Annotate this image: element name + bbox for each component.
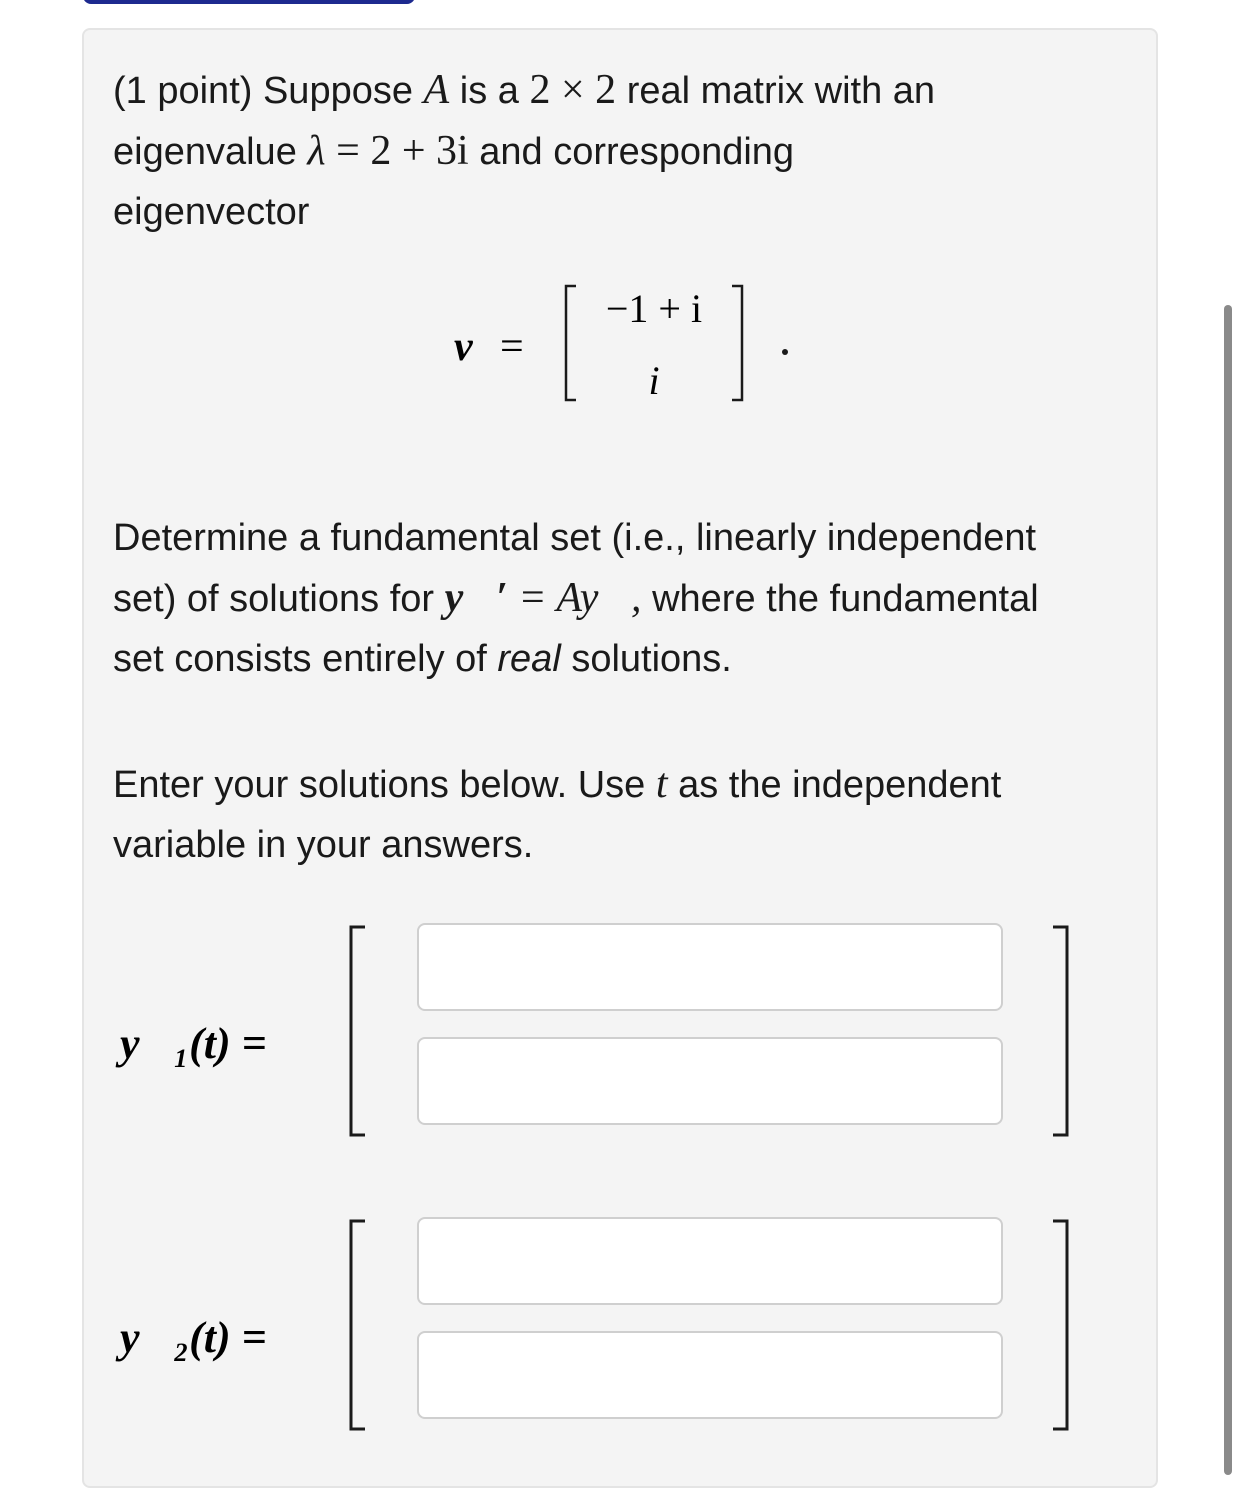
equals-sign: = xyxy=(500,324,524,370)
determine-paragraph xyxy=(113,508,1143,689)
instructions-paragraph xyxy=(113,754,1143,875)
problem-statement xyxy=(113,60,1143,242)
y1-label: y⃗₁(t) = xyxy=(120,1019,267,1068)
y1-label-math xyxy=(120,1000,340,1080)
matrix-var: A xyxy=(423,67,450,113)
text-eigenvalue: eigenvalue xyxy=(113,131,297,173)
text-and-corresponding: and corresponding xyxy=(479,131,795,173)
ode-lhs: y⃗′ xyxy=(444,575,508,621)
determine-line-3-post: solutions. xyxy=(571,638,732,680)
y1-right-bracket xyxy=(1053,927,1067,1135)
text-eigenvector: eigenvector xyxy=(113,191,310,233)
t-variable: t xyxy=(655,761,668,807)
eigenvector-equation xyxy=(444,280,804,410)
scrollbar[interactable] xyxy=(1224,305,1232,1475)
y1-component-2-input[interactable] xyxy=(417,1037,1003,1125)
real-emphasis: real xyxy=(497,638,561,680)
y2-left-bracket xyxy=(351,1221,365,1429)
left-bracket xyxy=(566,286,576,400)
eigenvector-entry-2: i xyxy=(648,358,660,403)
y1-left-bracket xyxy=(351,927,365,1135)
right-bracket xyxy=(732,286,742,400)
ode-rhs: = Ay⃗, xyxy=(518,575,642,621)
period-dot xyxy=(782,349,788,355)
determine-line-2-pre: set) of solutions for xyxy=(113,578,435,620)
y2-component-2-input[interactable] xyxy=(417,1331,1003,1419)
determine-line-3-pre: set consists entirely of xyxy=(113,638,487,680)
top-tab-strip xyxy=(83,0,415,4)
points-label: (1 point) Suppose xyxy=(113,70,413,112)
y2-label-math xyxy=(120,1294,340,1374)
y2-component-1-input[interactable] xyxy=(417,1217,1003,1305)
eigenvector-entry-1: −1 + i xyxy=(605,286,703,331)
y2-right-bracket xyxy=(1053,1221,1067,1429)
determine-line-2-post: where the fundamental xyxy=(652,578,1039,620)
enter-line-2: variable in your answers. xyxy=(113,824,534,866)
enter-line-1-post: as the independent xyxy=(678,764,1002,806)
y2-label: y⃗₂(t) = xyxy=(120,1313,267,1362)
eigenvalue-expr: = 2 + 3i xyxy=(336,128,469,174)
enter-line-1-pre: Enter your solutions below. Use xyxy=(113,764,646,806)
eigenvector-symbol: v⃗ xyxy=(454,324,506,370)
matrix-dims: 2 × 2 xyxy=(529,67,617,113)
problem-card xyxy=(82,28,1158,1488)
lambda-symbol: λ xyxy=(307,128,326,174)
determine-line-1: Determine a fundamental set (i.e., linearly independent xyxy=(113,517,1037,559)
text-matrix-desc: real matrix with an xyxy=(626,70,936,112)
y1-component-1-input[interactable] xyxy=(417,923,1003,1011)
text-is-a: is a xyxy=(459,70,519,112)
